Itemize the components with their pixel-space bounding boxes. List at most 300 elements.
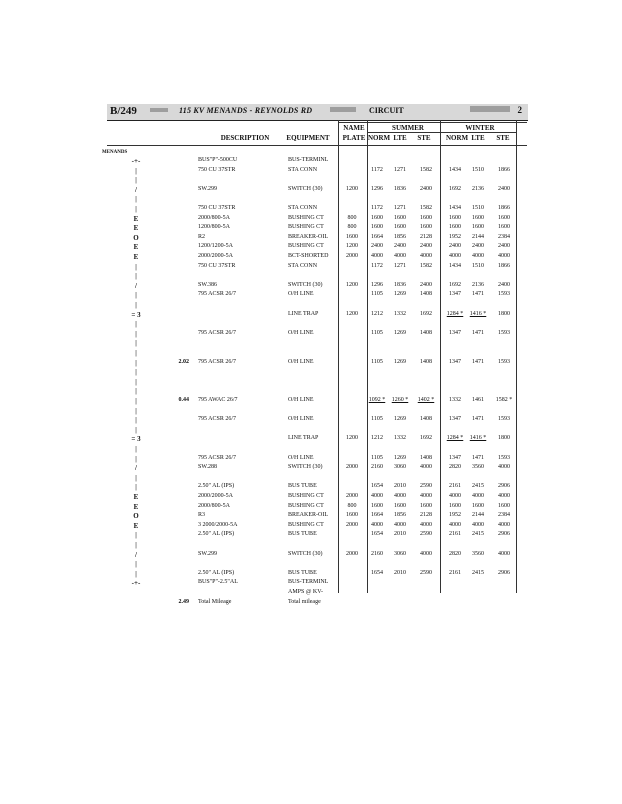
row-winter-rating: 1952 (449, 233, 461, 240)
table-row (0, 378, 622, 388)
row-summer-rating: 1600 (394, 214, 406, 221)
row-nameplate: 800 (347, 502, 357, 509)
row-summer-rating: 1856 (394, 233, 406, 240)
column-header-equipment: EQUIPMENT (286, 134, 330, 142)
row-winter-rating: 1510 (472, 262, 484, 269)
row-winter-rating: 2415 (472, 483, 484, 490)
table-row (0, 311, 622, 321)
row-summer-rating: 3060 (394, 464, 406, 471)
row-winter-rating: 2400 (498, 185, 510, 192)
row-nameplate: 1200 (346, 435, 358, 442)
column-header-summer-norm: NORM (368, 134, 391, 142)
row-winter-rating: 2820 (449, 550, 461, 557)
column-header-plate: PLATE (342, 134, 366, 142)
row-equipment: Total mileage (288, 598, 321, 605)
row-winter-rating: 3560 (472, 464, 484, 471)
row-winter-rating: 1800 (498, 435, 510, 442)
row-winter-rating: 1593 (498, 291, 510, 298)
row-equipment: STA CONN (288, 166, 318, 173)
row-marker: E (133, 224, 139, 233)
row-summer-rating: 4000 (420, 493, 432, 499)
row-description: 2000/800-5A (198, 502, 230, 509)
row-marker: | (135, 425, 137, 434)
row-nameplate: 2000 (346, 521, 358, 528)
row-winter-rating: 4000 (472, 253, 484, 259)
row-winter-rating: 1600 (449, 214, 461, 221)
table-row (0, 541, 622, 551)
row-summer-rating: 1105 (371, 358, 383, 365)
table-row (0, 195, 622, 205)
row-summer-rating: 1296 (371, 281, 383, 288)
row-marker: | (135, 454, 137, 463)
table-row (0, 263, 622, 273)
row-summer-rating: 1582 (420, 166, 432, 173)
row-summer-rating: 1408 (420, 358, 432, 365)
row-equipment: BUSHING CT (288, 502, 324, 509)
column-header-summer-ste: STE (417, 134, 431, 142)
row-marker: | (135, 272, 137, 281)
row-nameplate: 1200 (346, 243, 358, 250)
row-winter-rating: 4000 (498, 550, 510, 557)
row-description: 2.50" AL (IPS) (198, 531, 235, 538)
column-header-winter-lte: LTE (471, 134, 485, 142)
row-marker: | (135, 320, 137, 329)
row-winter-rating: 4000 (498, 493, 510, 499)
row-summer-rating: 1105 (371, 291, 383, 298)
row-summer-rating: 1692 (420, 310, 432, 317)
scan-noise (470, 106, 510, 112)
row-marker: O (133, 233, 139, 242)
row-winter-rating: 1434 (449, 166, 461, 173)
table-row (0, 282, 622, 292)
row-winter-rating: 1600 (472, 224, 484, 231)
row-description: 795 ACSR 26/7 (198, 329, 237, 336)
table-row (0, 589, 622, 599)
row-equipment: BUSHING CT (288, 224, 324, 231)
row-marker: | (135, 560, 137, 569)
row-summer-rating: 1105 (371, 416, 383, 423)
row-marker: -+- (131, 157, 141, 165)
row-winter-rating: 1416 * (469, 435, 487, 442)
row-nameplate: 2000 (346, 464, 358, 471)
table-row (0, 176, 622, 186)
row-mileage: 0.44 (178, 397, 189, 403)
row-summer-rating: 1582 (420, 262, 432, 269)
row-equipment: BUSHING CT (288, 521, 324, 528)
row-marker: E (133, 214, 139, 223)
row-marker: | (135, 176, 137, 185)
table-row (0, 407, 622, 417)
row-marker: | (135, 387, 137, 396)
table-row (0, 368, 622, 378)
row-marker: / (135, 550, 137, 559)
row-summer-rating: 1271 (394, 166, 406, 173)
table-row (0, 167, 622, 177)
row-summer-rating: 4000 (371, 493, 383, 499)
row-marker: | (135, 166, 137, 175)
row-description: 750 CU 37STR (198, 205, 236, 211)
row-winter-rating: 1434 (449, 205, 461, 211)
row-summer-rating: 1172 (371, 166, 383, 173)
row-description: 795 ACSR 26/7 (198, 358, 237, 365)
scan-noise (150, 108, 168, 112)
row-winter-rating: 2161 (449, 531, 461, 538)
row-equipment: BREAKER-OIL (288, 233, 328, 240)
row-equipment: BUSHING CT (288, 214, 324, 221)
table-row (0, 531, 622, 541)
row-nameplate: 2000 (346, 550, 358, 557)
table-rule (107, 145, 527, 146)
row-winter-rating: 1600 (498, 214, 510, 221)
row-summer-rating: 1269 (394, 291, 406, 298)
row-equipment: BUS-TERMINL (288, 157, 329, 163)
row-equipment: BUS-TERMINL (288, 579, 329, 586)
row-winter-rating: 2400 (472, 243, 484, 250)
table-row (0, 579, 622, 589)
table-row (0, 503, 622, 513)
row-marker: | (135, 445, 137, 453)
table-row (0, 426, 622, 436)
column-header-summer-lte: LTE (393, 134, 407, 142)
row-equipment: BREAKER-OIL (288, 512, 328, 519)
row-winter-rating: 1866 (498, 205, 510, 211)
row-winter-rating: 1347 (449, 291, 461, 298)
row-summer-rating: 1408 (420, 329, 432, 336)
row-winter-rating: 1471 (472, 329, 484, 336)
table-row (0, 215, 622, 225)
row-equipment: SWITCH (30) (288, 281, 323, 288)
row-equipment: LINE TRAP (288, 310, 319, 317)
row-winter-rating: 2906 (498, 483, 510, 490)
row-summer-rating: 1600 (420, 214, 432, 221)
table-row (0, 186, 622, 196)
row-summer-rating: 1600 (394, 224, 406, 231)
row-description: SW.299 (198, 550, 217, 557)
row-winter-rating: 2161 (449, 569, 461, 576)
row-summer-rating: 1105 (371, 329, 383, 336)
table-row (0, 253, 622, 263)
row-winter-rating: 2161 (449, 483, 461, 490)
row-description: 2.50" AL (IPS) (198, 569, 235, 576)
circuit-label: CIRCUIT (369, 106, 404, 115)
row-winter-rating: 1347 (449, 358, 461, 365)
table-row (0, 243, 622, 253)
row-description: 795 ACSR 26/7 (198, 416, 237, 423)
row-marker: E (133, 521, 139, 530)
row-marker: | (135, 301, 137, 309)
row-equipment: SWITCH (30) (288, 464, 323, 471)
row-nameplate: 1600 (346, 233, 358, 240)
row-summer-rating: 1269 (394, 358, 406, 365)
row-summer-rating: 1600 (394, 502, 406, 509)
row-summer-rating: 1654 (371, 531, 383, 538)
row-winter-rating: 2400 (449, 243, 461, 250)
row-equipment: BUSHING CT (288, 493, 324, 499)
row-description: 750 CU 37STR (198, 262, 236, 269)
table-row (0, 205, 622, 215)
row-winter-rating: 2415 (472, 531, 484, 538)
row-equipment: BUS TUBE (288, 483, 317, 490)
page-number: 2 (517, 105, 522, 115)
table-row (0, 445, 622, 455)
row-winter-rating: 4000 (498, 521, 510, 528)
row-winter-rating: 1593 (498, 416, 510, 423)
row-winter-rating: 1347 (449, 454, 461, 461)
table-row (0, 320, 622, 330)
row-winter-rating: 1593 (498, 454, 510, 461)
row-summer-rating: 2128 (420, 512, 432, 519)
row-winter-rating: 1332 (449, 397, 461, 403)
row-summer-rating: 2590 (420, 531, 432, 538)
row-marker: | (135, 416, 137, 425)
row-winter-rating: 1471 (472, 291, 484, 298)
row-summer-rating: 1408 (420, 416, 432, 423)
row-winter-rating: 2144 (472, 233, 484, 240)
row-description: 2.50" AL (IPS) (198, 483, 235, 490)
row-mileage: 2.02 (178, 358, 189, 365)
row-summer-rating: 2590 (420, 483, 432, 490)
row-summer-rating: 1332 (394, 435, 406, 442)
row-equipment: BUS TUBE (288, 531, 317, 538)
row-marker: | (135, 541, 137, 549)
row-nameplate: 2000 (346, 493, 358, 499)
row-winter-rating: 1600 (498, 502, 510, 509)
row-summer-rating: 1296 (371, 185, 383, 192)
row-equipment: SWITCH (30) (288, 550, 323, 557)
row-summer-rating: 1172 (371, 262, 383, 269)
row-winter-rating: 1284 * (446, 435, 464, 442)
row-marker: / (135, 281, 137, 290)
row-nameplate: 1200 (346, 281, 358, 288)
row-equipment: STA CONN (288, 205, 318, 211)
column-header-winter-ste: STE (496, 134, 510, 142)
row-summer-rating: 4000 (371, 253, 383, 259)
table-row (0, 272, 622, 282)
row-summer-rating: 1856 (394, 512, 406, 519)
row-marker: | (135, 349, 137, 357)
scan-noise (330, 107, 356, 112)
row-summer-rating: 1332 (394, 310, 406, 317)
row-description: BUS"P"-2.5"AL (198, 579, 238, 586)
row-summer-rating: 4000 (420, 521, 432, 528)
row-winter-rating: 1347 (449, 329, 461, 336)
row-winter-rating: 2906 (498, 531, 510, 538)
column-header-winter-norm: NORM (446, 134, 469, 142)
row-summer-rating: 1408 (420, 454, 432, 461)
row-description: R3 (198, 512, 206, 519)
row-nameplate: 2000 (346, 253, 358, 259)
row-description: SW.386 (198, 281, 217, 288)
row-summer-rating: 1600 (371, 502, 383, 509)
row-winter-rating: 1593 (498, 329, 510, 336)
table-row (0, 359, 622, 369)
row-description: 795 ACSR 26/7 (198, 291, 237, 298)
table-row (0, 493, 622, 503)
row-description: 750 CU 37STR (198, 166, 236, 173)
circuit-title: 115 KV MENANDS - REYNOLDS RD (179, 106, 313, 115)
row-marker: | (135, 531, 137, 540)
row-equipment: O/H LINE (288, 454, 314, 461)
row-winter-rating: 1800 (498, 310, 510, 317)
table-row (0, 599, 622, 609)
table-row (0, 474, 622, 484)
row-winter-rating: 2400 (498, 281, 510, 288)
row-summer-rating: 1836 (394, 185, 406, 192)
row-marker: | (135, 569, 137, 578)
row-marker: | (135, 291, 137, 300)
table-row (0, 522, 622, 532)
row-nameplate: 1600 (346, 512, 358, 519)
row-winter-rating: 1471 (472, 416, 484, 423)
row-winter-rating: 1692 (449, 281, 461, 288)
row-summer-rating: 2400 (420, 185, 432, 192)
row-winter-rating: 2384 (498, 233, 510, 240)
row-nameplate: 800 (347, 224, 357, 231)
row-summer-rating: 1212 (371, 310, 383, 317)
row-equipment: STA CONN (288, 262, 318, 269)
row-winter-rating: 1582 * (495, 397, 513, 403)
row-winter-rating: 4000 (449, 521, 461, 528)
row-summer-rating: 2160 (371, 464, 383, 471)
row-winter-rating: 1692 (449, 185, 461, 192)
row-winter-rating: 2144 (472, 512, 484, 519)
row-description: Total Mileage (198, 598, 232, 605)
row-summer-rating: 4000 (394, 493, 406, 499)
row-winter-rating: 1347 (449, 416, 461, 423)
row-marker: | (135, 339, 137, 348)
row-description: 1200/1200-5A (198, 243, 233, 250)
row-winter-rating: 4000 (449, 253, 461, 259)
document-reference: B/249 (110, 105, 137, 117)
row-winter-rating: 1416 * (469, 310, 487, 317)
table-row (0, 512, 622, 522)
row-summer-rating: 1664 (371, 233, 383, 240)
row-summer-rating: 4000 (371, 521, 383, 528)
start-station-label: MENANDS (102, 150, 128, 155)
row-summer-rating: 2010 (394, 569, 406, 576)
row-summer-rating: 2400 (394, 243, 406, 250)
row-marker: E (133, 502, 139, 511)
row-winter-rating: 1284 * (446, 310, 464, 317)
row-winter-rating: 2136 (472, 185, 484, 192)
row-winter-rating: 1600 (449, 224, 461, 231)
row-summer-rating: 1172 (371, 205, 383, 211)
row-winter-rating: 2136 (472, 281, 484, 288)
row-summer-rating: 1269 (394, 329, 406, 336)
row-equipment: O/H LINE (288, 291, 314, 298)
row-marker: | (135, 329, 137, 338)
row-marker: / (135, 185, 137, 194)
row-winter-rating: 4000 (498, 253, 510, 259)
header-bar (107, 104, 528, 121)
row-summer-rating: 1271 (394, 262, 406, 269)
table-row (0, 234, 622, 244)
table-row (0, 464, 622, 474)
table-row (0, 551, 622, 561)
row-winter-rating: 1600 (472, 502, 484, 509)
row-summer-rating: 1600 (371, 214, 383, 221)
column-header-summer: SUMMER (392, 124, 424, 132)
row-winter-rating: 1471 (472, 454, 484, 461)
row-summer-rating: 1654 (371, 483, 383, 490)
row-marker: -+- (131, 579, 141, 588)
row-marker: | (135, 262, 137, 271)
row-summer-rating: 2160 (371, 550, 383, 557)
table-row (0, 291, 622, 301)
column-header-winter: WINTER (465, 124, 495, 132)
row-summer-rating: 1836 (394, 281, 406, 288)
row-equipment: LINE TRAP (288, 435, 319, 442)
row-winter-rating: 3560 (472, 550, 484, 557)
row-summer-rating: 1654 (371, 569, 383, 576)
row-marker: | (135, 358, 137, 367)
table-row (0, 330, 622, 340)
row-description: 2000/800-5A (198, 214, 230, 221)
row-summer-rating: 1092 * (368, 397, 386, 403)
row-summer-rating: 2010 (394, 483, 406, 490)
row-winter-rating: 1510 (472, 205, 484, 211)
row-summer-rating: 1600 (420, 224, 432, 231)
row-winter-rating: 4000 (449, 493, 461, 499)
row-marker: O (133, 512, 139, 521)
row-marker: | (135, 205, 137, 213)
table-row (0, 570, 622, 580)
row-marker: E (133, 493, 139, 501)
row-equipment: AMPS @ KV- (288, 589, 323, 595)
row-summer-rating: 4000 (420, 464, 432, 471)
table-row (0, 224, 622, 234)
row-summer-rating: 1692 (420, 435, 432, 442)
table-row (0, 157, 622, 167)
row-nameplate: 1200 (346, 310, 358, 317)
row-winter-rating: 2400 (498, 243, 510, 250)
row-winter-rating: 2906 (498, 569, 510, 576)
row-summer-rating: 1582 (420, 205, 432, 211)
row-winter-rating: 1952 (449, 512, 461, 519)
row-summer-rating: 4000 (420, 253, 432, 259)
row-marker: | (135, 195, 137, 204)
row-winter-rating: 2384 (498, 512, 510, 519)
row-summer-rating: 1600 (371, 224, 383, 231)
row-summer-rating: 1600 (420, 502, 432, 509)
row-winter-rating: 1866 (498, 262, 510, 269)
row-winter-rating: 1471 (472, 358, 484, 365)
column-header-name: NAME (343, 124, 365, 132)
row-summer-rating: 1105 (371, 454, 383, 461)
row-summer-rating: 4000 (420, 550, 432, 557)
row-summer-rating: 2400 (420, 281, 432, 288)
row-summer-rating: 2590 (420, 569, 432, 576)
row-summer-rating: 1408 (420, 291, 432, 298)
row-summer-rating: 4000 (394, 253, 406, 259)
row-equipment: BUSHING CT (288, 243, 324, 250)
row-marker: | (135, 483, 137, 492)
row-winter-rating: 1600 (449, 502, 461, 509)
row-marker: E (133, 243, 139, 252)
table-rule (368, 132, 516, 133)
row-summer-rating: 1271 (394, 205, 406, 211)
row-winter-rating: 1434 (449, 262, 461, 269)
row-marker: E (133, 253, 139, 261)
row-winter-rating: 1510 (472, 166, 484, 173)
row-summer-rating: 1664 (371, 512, 383, 519)
row-summer-rating: 1212 (371, 435, 383, 442)
row-summer-rating: 1402 * (417, 397, 435, 403)
table-row (0, 397, 622, 407)
row-description: R2 (198, 233, 206, 240)
row-description: 795 ACSR 26/7 (198, 454, 237, 461)
row-summer-rating: 1260 * (391, 397, 409, 403)
